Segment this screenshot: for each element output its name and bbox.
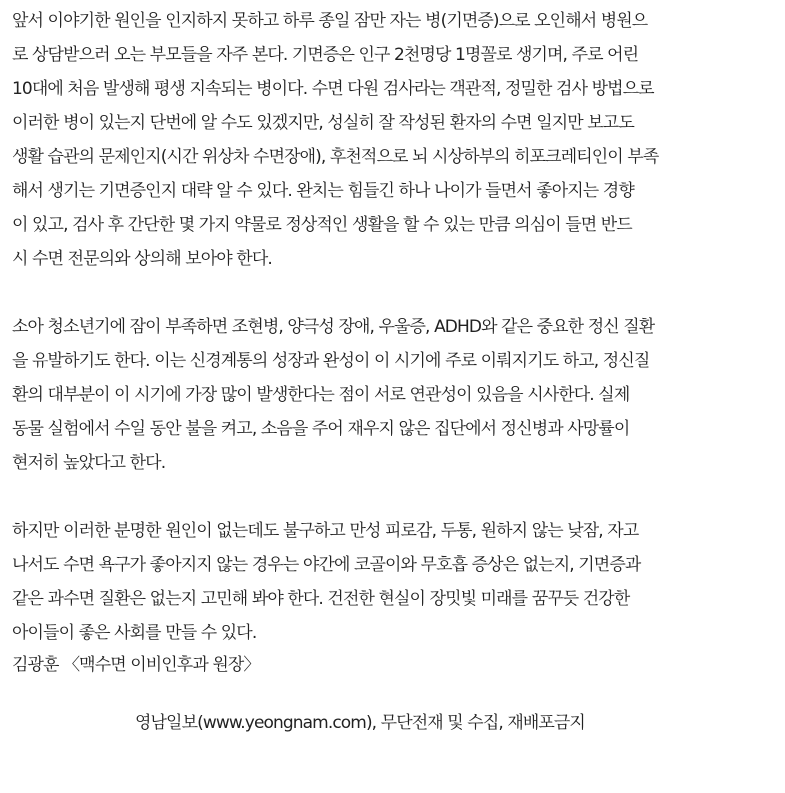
author-byline: 김광훈 〈맥수면 이비인후과 원장〉	[12, 655, 260, 675]
text-line: 생활 습관의 문제인지(시간 위상차 수면장애), 후천적으로 뇌 시상하부의 히포크레티인이 부족	[12, 147, 659, 167]
text-line: 하지만 이러한 분명한 원인이 없는데도 불구하고 만성 피로감, 두통, 원하지 않는 낮잠, 자고	[12, 521, 639, 541]
paragraph-spacer	[12, 276, 782, 310]
text-line: 소아 청소년기에 잠이 부족하면 조현병, 양극성 장애, 우울증, ADHD와 같은 중요한 정신 질환	[12, 317, 655, 337]
text-line: 아이들이 좋은 사회를 만들 수 있다.	[12, 623, 257, 643]
paragraph-1	[12, 4, 782, 276]
text-line: 이 있고, 검사 후 간단한 몇 가지 약물로 정상적인 생활을 할 수 있는 만큼 의심이 들면 반드	[12, 215, 632, 235]
text-line: 동물 실험에서 수일 동안 불을 켜고, 소음을 주어 재우지 않은 집단에서 정신병과 사망률이	[12, 419, 630, 439]
copyright-notice: 영남일보(www.yeongnam.com), 무단전재 및 수집, 재배포금지	[135, 713, 585, 733]
text-line: 을 유발하기도 한다. 이는 신경계통의 성장과 완성이 이 시기에 주로 이뤄지기도 하고, 정신질	[12, 351, 650, 371]
article-body	[12, 4, 782, 682]
text-line: 같은 과수면 질환은 없는지 고민해 봐야 한다. 건전한 현실이 장밋빛 미래를 꿈꾸듯 건강한	[12, 589, 630, 609]
text-line: 환의 대부분이 이 시기에 가장 많이 발생한다는 점이 서로 연관성이 있음을 시사한다. 실제	[12, 385, 630, 405]
text-line: 10대에 처음 발생해 평생 지속되는 병이다. 수면 다원 검사라는 객관적, 정밀한 검사 방법으로	[12, 79, 654, 99]
text-line: 해서 생기는 기면증인지 대략 알 수 있다. 완치는 힘들긴 하나 나이가 들면서 좋아지는 경향	[12, 181, 634, 201]
text-line: 나서도 수면 욕구가 좋아지지 않는 경우는 야간에 코골이와 무호흡 증상은 없는지, 기면증과	[12, 555, 641, 575]
paragraph-3	[12, 514, 782, 650]
text-line: 앞서 이야기한 원인을 인지하지 못하고 하루 종일 잠만 자는 병(기면증)으로 오인해서 병원으	[12, 11, 648, 31]
paragraph-2	[12, 310, 782, 480]
text-line: 로 상담받으러 오는 부모들을 자주 본다. 기면증은 인구 2천명당 1명꼴로 생기며, 주로 어린	[12, 45, 639, 65]
text-line: 시 수면 전문의와 상의해 보아야 한다.	[12, 249, 272, 269]
paragraph-spacer	[12, 480, 782, 514]
text-line: 이러한 병이 있는지 단번에 알 수도 있겠지만, 성실히 잘 작성된 환자의 수면 일지만 보고도	[12, 113, 634, 133]
text-line: 현저히 높았다고 한다.	[12, 453, 166, 473]
